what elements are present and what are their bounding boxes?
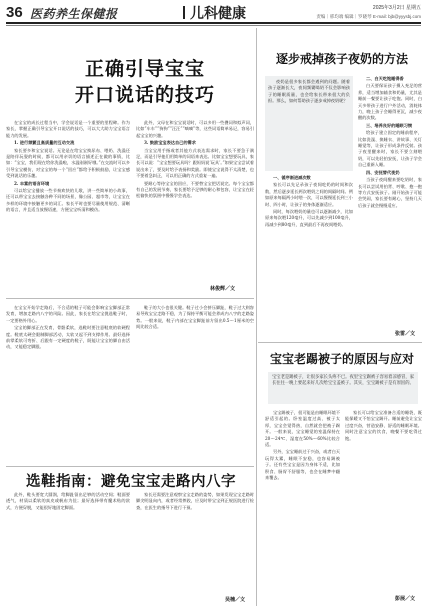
article3-col2 xyxy=(345,410,422,443)
article3-para: 另外，宝宝睡前过于兴奋，或者白天玩得太累，睡眠不安稳，也容易踢被子。还有些宝宝是因为身体不适，比如积食、肠胃不舒服等，也会在睡梦中翻来覆去。 xyxy=(265,449,341,481)
header-rule-thin xyxy=(6,25,421,26)
article2-col2 xyxy=(358,76,422,210)
divider xyxy=(258,342,422,343)
article4-title: 选鞋指南：避免宝宝走路内八字 xyxy=(26,473,236,490)
article3-para: 家长可以给宝宝准备合适的睡袋，既能保暖又不怕宝宝踢开。睡前避免让宝宝过度兴奋，营造安静、舒适的睡眠环境。同时注意宝宝的饮食，晚餐不要吃得过饱。 xyxy=(345,410,422,441)
article1-para: 家长要多和宝宝说话。无论是在给宝宝换尿布、喂奶、洗澡还是陪伴玩耍的时候，都可以用亲切的语言描述正在做的事情，比如：“宝宝，我们现在给你洗澡啦，水温刚刚好哦。”在交流时可以多引导宝宝模仿，对宝宝的每一个“回应”都给予积极鼓励，让宝宝感受到说话的乐趣。 xyxy=(6,147,130,179)
article1-para: 可以给宝宝播放一些节奏欢快的儿歌，讲一些简单的小故事，还可以带宝宝去接触各种不同的场景，像公园、超市等，让宝宝在多样的环境中接触更多的词汇。家长平时也要尽量使用规范、清晰的语言，并且适当放慢语速，方便宝宝听清和模仿。 xyxy=(6,188,130,213)
editor-credits: 责编｜邢均端 编辑｜罗晓琴 E-mail: bjb@yyysbj.com xyxy=(316,14,421,19)
page-number: 36 xyxy=(6,4,23,21)
article2-subhead: 二、白天吃饱睡得香 xyxy=(366,76,404,81)
article2-lead-box xyxy=(265,76,353,171)
article2-para: 白天要保证孩子摄入充足的营养，适当增加辅食和奶量，尤其是睡前一餐要让孩子吃饱。同时，白天多带孩子进行户外活动，消耗体力，晚上孩子会睡得更沉，减少夜醒的次数。 xyxy=(358,83,422,121)
article1-subhead: 3. 鼓励宝宝表达自己的需求 xyxy=(144,140,196,146)
page-header xyxy=(0,0,427,40)
article3-para: 宝宝踢被子，很可能是由睡眠环境不舒适引起的。卧室温度过高、被子太厚，宝宝会觉得热，自然就会把被子踢开。一般来说，宝宝睡觉的室温保持在20～24℃、湿度在50%～60%比较合适。 xyxy=(265,410,341,448)
article2-byline: 张雷／文 xyxy=(395,331,416,337)
article4-para: 在宝宝开始学走路后，不合适的鞋子可能会影响宝宝脚部正常发育，增加走路内八字的风险。因此，家长在给宝宝挑选鞋子时，一定要格外用心。 xyxy=(6,305,130,323)
article4-byline: 吴楠／文 xyxy=(225,597,246,603)
article1-extra-col1 xyxy=(6,305,130,352)
article2-para: 家长可以先记录孩子夜间吃奶的时间和次数，然后逐步延长两次喂奶之间的间隔时间。例如原来每隔两小时喂一次，可以慢慢延长到三小时、四小时，让孩子的身体逐渐适应。 xyxy=(265,182,353,207)
article1-subhead: 1. 进行频繁且高质量的互动交流 xyxy=(14,140,75,146)
article3-lead-text: 宝宝老是踢被子，让很多家长头疼不已。夜里宝宝踢被子容易着凉感冒，家长往往一晚上要起来好几次给宝宝盖被子。其实，宝宝踢被子是有原因的。 xyxy=(272,375,414,387)
article2-para: 同时，每次喂奶的量也可以逐渐减少，比如原来每次喂120毫升，可以先减少到100毫升，再减少到80毫升，直到最后不再夜间喂奶。 xyxy=(265,209,353,227)
article4-col2 xyxy=(136,492,254,512)
article1-title xyxy=(50,56,240,108)
article1-para: 此外，父母在和宝宝说话时，可以多用一些叠词和拟声词，比如“车车”“狗狗”“汪汪”“嘀嘀”等，这些词语简单易记，容易引起宝宝的兴趣。 xyxy=(136,120,254,138)
article4-col1 xyxy=(6,492,130,512)
article2-subhead: 一、循序渐进减次数 xyxy=(273,175,311,180)
article1-title-line2: 开口说话的技巧 xyxy=(74,84,215,106)
article2-lead-text: 夜奶是很多家长都会遇到的问题。随着孩子逐渐长大，夜间频繁喝奶不仅会影响孩子的睡眠质量，也会给家长带来很大的负担。那么，如何帮助孩子逐步戒掉夜奶呢？ xyxy=(268,79,350,104)
article1-title-line1: 正确引导宝宝 xyxy=(84,58,205,80)
article1-para: 要耐心等待宝宝的回应，不要替宝宝把话说完。每个宝宝都有自己的发展节奏，家长要给予足够的耐心和包容，让宝宝在轻松愉快的氛围中慢慢学会表达。 xyxy=(136,180,254,199)
article4-para: 家长还需要注意观察宝宝走路的姿势，如果发现宝宝走路时脚尖明显向内，或者经常摔跤，应及时带宝宝到正规医院进行检查，在医生的指导下进行干预。 xyxy=(136,492,254,510)
article2-title: 逐步戒掉孩子夜奶的方法 xyxy=(275,52,408,66)
article1-extra-col2 xyxy=(136,305,254,332)
article2-subhead: 三、培养良好的睡眠习惯 xyxy=(366,122,413,128)
article4-para: 此外，鞋头要宽大圆润，给脚趾留出足够的活动空间；鞋面要透气，材质以柔软的真皮或帆布为佳；最好选择带有魔术贴的款式，方便穿脱，又能很好地固定脚面。 xyxy=(6,492,130,510)
article3-lead-box xyxy=(268,372,418,404)
article2-para: 当孩子夜间醒来要吃奶时，家长可以尝试用拍背、哼歌、抱一抱等方式安抚孩子。刚开始孩子可能会哭闹，家长要有耐心，坚持几天后孩子就会慢慢适应。 xyxy=(358,177,422,208)
article2-subhead: 四、安抚替代夜奶 xyxy=(366,169,400,175)
article3-byline: 彭展／文 xyxy=(395,596,416,602)
column-divider xyxy=(256,28,257,606)
article2-col1 xyxy=(265,175,353,229)
article1-col1 xyxy=(6,120,130,215)
section-title xyxy=(183,3,246,23)
article3-title: 宝宝老踢被子的原因与应对 xyxy=(269,352,414,366)
article3-col1 xyxy=(265,410,340,482)
article1-para: 在宝宝的成长过程当中，学会说话是一个重要的里程碑。作为家长，掌握正确引导宝宝开口说话的技巧，可以大大助力宝宝语言能力的发展。 xyxy=(6,120,130,138)
dateline: 2025年3月2日 星期五 xyxy=(372,5,421,11)
article1-subhead: 2. 丰富的语言环境 xyxy=(14,180,50,186)
section-label: 儿科健康 xyxy=(190,5,246,21)
article1-byline: 林俊辉／文 xyxy=(210,286,236,292)
header-rule xyxy=(6,22,421,24)
divider xyxy=(6,298,254,299)
article1-col2 xyxy=(136,120,254,201)
section-bar xyxy=(183,6,185,19)
article4-para: 鞋子的大小也很关键。鞋子过小会挤压脚趾，鞋子过大则容易导致宝宝走路不稳，为了保持平衡可能会养成内八字的走路姿势。一般来说，鞋子内部在宝宝脚趾前方留出0.5～1厘米的空间比较合适。 xyxy=(136,305,254,330)
article2-para: 给孩子建立固定的睡前程序，比如洗澡、换睡衣、讲故事、关灯睡觉等，让孩子形成条件反射。孩子夜里醒来时，家长不要立刻喂奶，可以先轻拍安抚，让孩子学会自己重新入睡。 xyxy=(358,130,422,168)
article2-lead xyxy=(268,79,350,106)
article4-para: 宝宝的脚部正在发育，骨骼柔软，选鞋时要注意鞋底的软硬程度。鞋底太硬会限制脚部活动，太软又起不到支撑作用。最好选择前掌柔软可弯折、后跟有一定硬度的鞋子，既能让宝宝的脚自由活动，又能稳定脚跟。 xyxy=(6,325,130,350)
article1-para: 当宝宝用手指或者其他方式表达需求时，家长不要急于满足，而是引导他们用简单的词语来表达。比如宝宝想要玩具，家长可以说：“宝宝想要玩具吗？跟妈妈说‘玩具’。”如果宝宝尝试着说出来了，要及时给予表扬和奖励。即使宝宝说得不太清楚，也不要着急纠正，可以用正确的方式重复一遍。 xyxy=(136,147,254,179)
masthead: 医药养生保健报 xyxy=(30,7,118,21)
divider xyxy=(6,466,254,467)
